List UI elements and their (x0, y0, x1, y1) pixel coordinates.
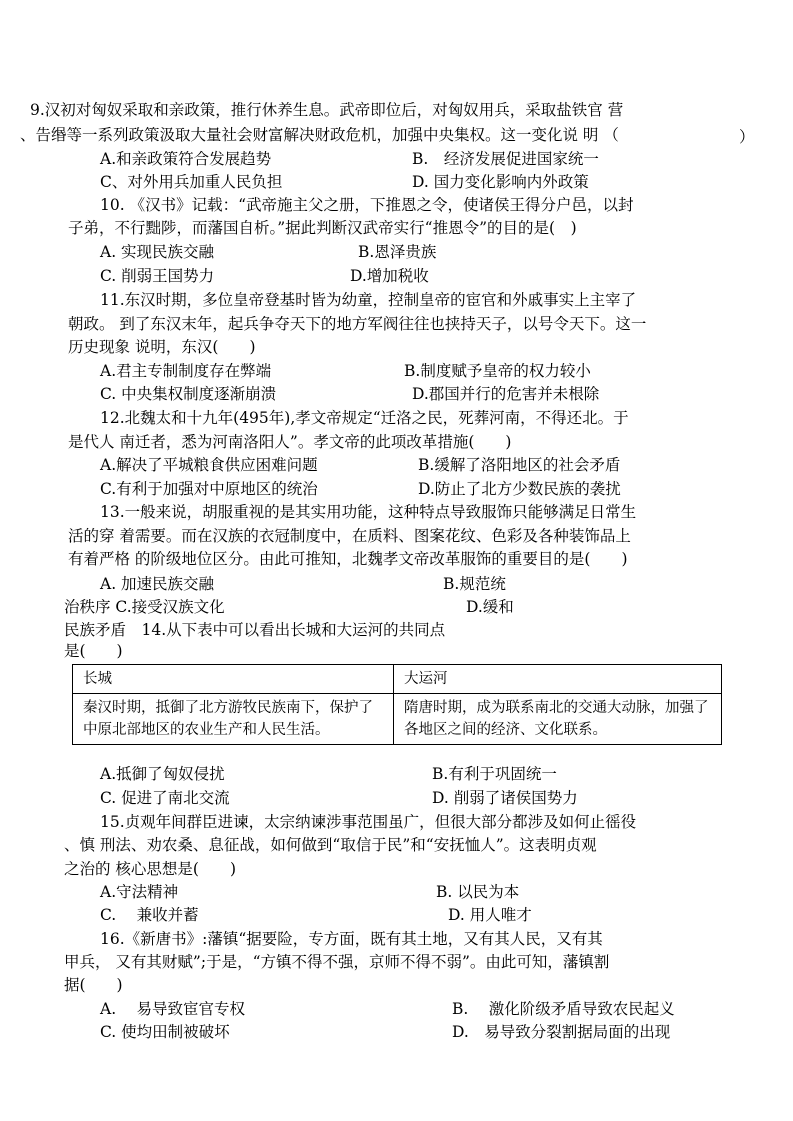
q11-stem-line-3: 历史现象 说明，东汉( ) (68, 338, 256, 356)
q15-option-a: A.守法精神 (100, 883, 179, 901)
q11-option-c: C. 中央集权制度逐渐崩溃 (100, 385, 277, 403)
q16-option-b: B. 激化阶级矛盾导致农民起义 (452, 1000, 675, 1018)
q10-option-c: C. 削弱王国势力 (100, 267, 215, 285)
table-cell-grand-canal: 隋唐时期，成为联系南北的交通大动脉，加强了各地区之间的经济、文化联系。 (394, 694, 722, 745)
q10-option-a: A. 实现民族交融 (100, 243, 215, 261)
q9-stem-line-2: 、告缗等一系列政策汲取大量社会财富解决财政危机，加强中央集权。这一变化说 明 （ (20, 126, 619, 144)
q13-option-a: A. 加速民族交融 (100, 575, 215, 593)
q16-stem-line-2: 甲兵， 又有其财赋”;于是，“方镇不得不强，京师不得不弱”。由此可知，藩镇割 (64, 953, 610, 971)
table-cell-great-wall: 秦汉时期，抵御了北方游牧民族南下，保护了中原北部地区的农业生产和人民生活。 (73, 694, 394, 745)
q9-option-a: A.和亲政策符合发展趋势 (100, 150, 272, 168)
q9-option-d: D. 国力变化影响内外政策 (412, 173, 589, 191)
q11-option-b: B.制度赋予皇帝的权力较小 (404, 362, 591, 380)
q10-stem-line-1: 10. 《汉书》记载：“武帝施主父之册，下推恩之令，使诸侯王得分户邑，以封 (100, 196, 634, 214)
q13-option-c: 治秩序 C.接受汉族文化 (64, 598, 225, 616)
q14-option-a: A.抵御了匈奴侵扰 (100, 765, 225, 783)
q14-option-d: D. 削弱了诸侯国势力 (432, 789, 578, 807)
q11-option-a: A.君主专制制度存在弊端 (100, 362, 272, 380)
table-header-great-wall: 长城 (73, 665, 394, 694)
q11-stem-line-1: 11.东汉时期，多位皇帝登基时皆为幼童，控制皇帝的宦官和外戚事实上主宰了 (100, 291, 637, 309)
table-header-grand-canal: 大运河 (394, 665, 722, 694)
q16-option-a: A. 易导致宦官专权 (100, 1000, 246, 1018)
q14-option-b: B.有利于巩固统一 (432, 765, 557, 783)
q13-stem-line-2: 活的穿 着需要。而在汉族的衣冠制度中，在质料、图案花纹、色彩及各种装饰品上 (68, 527, 631, 545)
q14-stem-line-2: 是( ) (64, 642, 123, 660)
q12-option-d: D.防止了北方少数民族的袭扰 (418, 480, 621, 498)
q12-stem-line-1: 12.北魏太和十九年(495年),孝文帝规定“迁洛之民，死葬河南，不得还北。于 (100, 409, 629, 427)
q10-option-d: D.增加税收 (350, 267, 429, 285)
q14-option-c: C. 促进了南北交流 (100, 789, 230, 807)
q12-option-b: B.缓解了洛阳地区的社会矛盾 (418, 456, 621, 474)
q9-stem-line-1: 9.汉初对匈奴采取和亲政策，推行休养生息。武帝即位后，对匈奴用兵，采取盐铁官 营 (30, 101, 624, 119)
q13-stem-line-3: 有着严格 的阶级地位区分。由此可推知，北魏孝文帝改革服饰的重要目的是( ) (68, 550, 628, 568)
q12-stem-line-2: 是代人 南迁者，悉为河南洛阳人”。孝文帝的此项改革措施( ) (68, 433, 512, 451)
q15-option-b: B. 以民为本 (436, 883, 520, 901)
q16-stem-line-3: 据( ) (64, 976, 123, 994)
q13-option-d: D.缓和 (466, 598, 514, 616)
q11-option-d: D.郡国并行的危害并未根除 (412, 385, 600, 403)
q9-option-c: C、对外用兵加重人民负担 (100, 173, 283, 191)
q15-option-c: C. 兼收并蓄 (100, 906, 199, 924)
comparison-table (72, 664, 722, 745)
q10-stem-line-2: 子弟，不行黜陟，而藩国自析。”据此判断汉武帝实行“推恩令”的目的是( ) (68, 219, 577, 237)
q15-stem-line-1: 15.贞观年间群臣进谏，太宗纳谏涉事范围虽广，但很大部分都涉及如何止徭役 (100, 813, 637, 831)
q16-option-d: D. 易导致分裂割据局面的出现 (452, 1023, 671, 1041)
q9-option-b: B. 经济发展促进国家统一 (412, 150, 599, 168)
q16-stem-line-1: 16.《新唐书》:藩镇“据要险，专方面，既有其土地，又有其人民，又有其 (100, 930, 603, 948)
q9-stem-line-3: ） (739, 128, 755, 146)
q13-stem-line-1: 13.一般来说，胡服重视的是其实用功能，这种特点导致服饰只能够满足日常生 (100, 503, 637, 521)
table-header-row (73, 665, 722, 694)
q15-option-d: D. 用人唯才 (448, 906, 532, 924)
q12-option-a: A.解决了平城粮食供应困难问题 (100, 456, 318, 474)
q11-stem-line-2: 朝政。 到了东汉末年，起兵争夺天下的地方军阀往往也挟持天子，以号令天下。这一 (68, 315, 647, 333)
q10-option-b: B.恩泽贵族 (358, 243, 437, 261)
q16-option-c: C. 使均田制被破坏 (100, 1023, 230, 1041)
table-row (73, 694, 722, 745)
q15-stem-line-3: 之治的 核心思想是( ) (64, 860, 237, 878)
q13-option-b: B.规范统 (443, 575, 506, 593)
q14-stem-line-1: 民族矛盾 14.从下表中可以看出长城和大运河的共同点 (64, 621, 446, 639)
q15-stem-line-2: 、慎 刑法、劝农桑、息征战，如何做到“取信于民”和“安抚恤人”。这表明贞观 (64, 836, 597, 854)
q12-option-c: C.有利于加强对中原地区的统治 (100, 480, 318, 498)
